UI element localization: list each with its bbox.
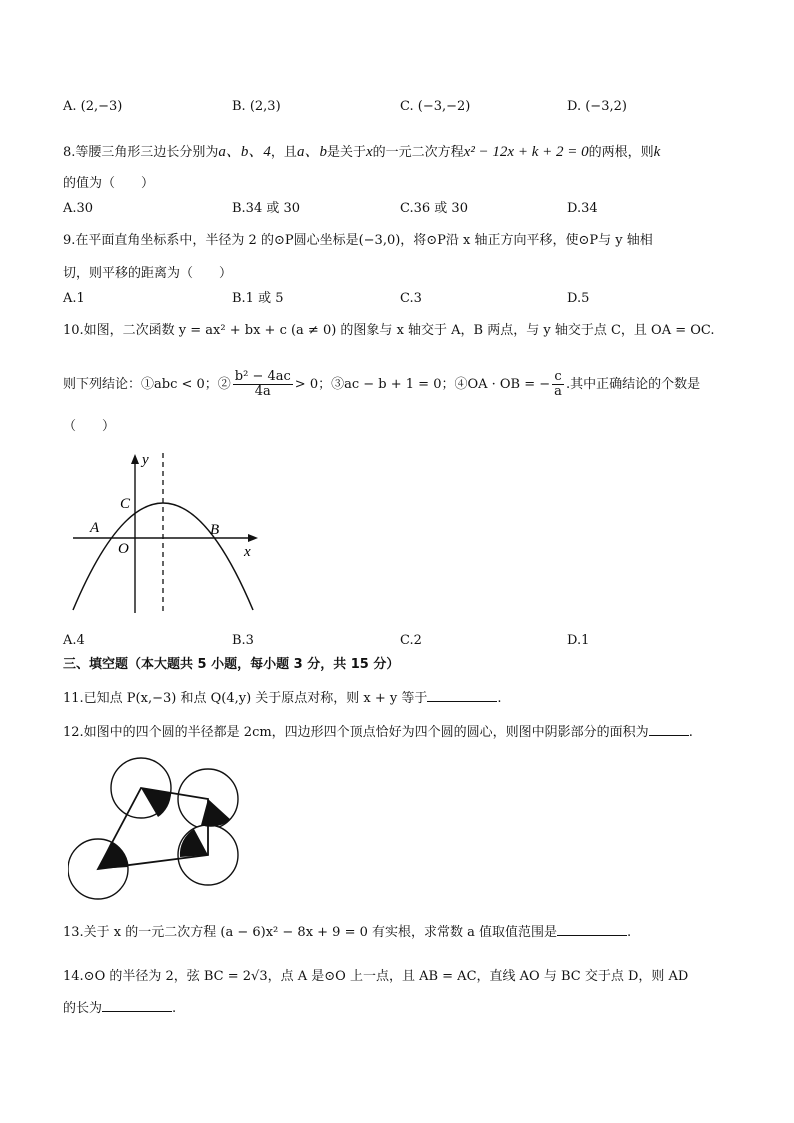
q9-line1: 9.在平面直角坐标系中，半径为 2 的⊙P圆心坐标是(−3,0)，将⊙P沿 x 轴正方向平移，使⊙P与 y 轴相 [63,233,653,248]
q10-option-d: D.1 [567,633,590,648]
q12-answer-blank[interactable] [649,723,689,736]
q8-option-b: B.34 或 30 [232,201,301,216]
q8-sides: a、b、4 [218,144,271,160]
q14-period: . [172,1001,177,1016]
q10-frac1-num: b² − 4ac [234,369,291,384]
q10-fraction-1 [233,370,293,399]
q10-parabola-figure [68,448,268,618]
q8-option-a: A.30 [63,201,94,216]
q12-circles-figure [68,755,248,900]
q10-option-b: B.3 [232,633,254,648]
q7-option-a: A. (2,−3) [63,99,123,114]
q9-option-d: D.5 [567,291,590,306]
q8-suffix: 的两根，则 [588,145,654,160]
q11-period: . [497,691,502,706]
label-a: A [90,520,100,536]
q7-option-d: D. (−3,2) [567,99,627,114]
label-y: y [142,452,149,468]
label-o: O [118,541,129,557]
q11-line [63,689,502,708]
q12-text: 12.如图中的四个圆的半径都是 2cm，四边形四个顶点恰好为四个圆的圆心，则图中阴影部分的面积为 [63,725,649,740]
q13-answer-blank[interactable] [557,923,627,936]
label-c: C [120,496,131,512]
q11-text: 11.已知点 P(x,−3) 和点 Q(4,y) 关于原点对称，则 x + y 等于 [63,691,428,706]
q8-prefix: 8.等腰三角形三边长分别为 [63,145,219,160]
q12-period: . [688,725,693,740]
q9-option-a: A.1 [63,291,85,306]
q10-option-a: A.4 [63,633,85,648]
q10-frac2-den: a [554,384,562,399]
q10-line1: 10.如图，二次函数 y = ax² + bx + c (a ≠ 0) 的图象与 x 轴交于 A，B 两点，与 y 轴交于点 C，且 OA = OC. [63,323,715,338]
q14-line2 [63,999,176,1018]
q10-option-c: C.2 [400,633,422,648]
section-3-title: 三、填空题（本大题共 5 小题，每小题 3 分，共 15 分） [63,657,400,672]
q11-answer-blank[interactable] [427,689,497,702]
q8-equation: x² − 12x + k + 2 = 0 [463,144,589,160]
q9-option-b: B.1 或 5 [232,291,284,306]
q10-line2-b: > 0；③ac − b + 1 = 0；④OA · OB = − [294,377,551,392]
q8-line2: 的值为（ ） [63,176,155,191]
q10-line2-a: 则下列结论：①abc < 0；② [63,377,231,392]
x-axis-arrow-icon [248,534,258,542]
q10-frac2-num: c [552,370,564,385]
label-x: x [244,544,251,560]
label-b: B [210,522,220,538]
q7-option-c: C. (−3,−2) [400,99,471,114]
q8-option-d: D.34 [567,201,598,216]
q8-mid: ，且 [270,145,297,160]
q7-option-b: B. (2,3) [232,99,281,114]
q10-line2-c: .其中正确结论的个数是 [565,377,701,392]
q8-mid3: 的一元二次方程 [372,145,464,160]
q9-line2: 切，则平移的距离为（ ） [63,266,233,281]
q13-period: . [627,925,632,940]
q12-line [63,723,693,742]
y-axis-arrow-icon [131,454,139,464]
q10-frac1-den: 4a [254,384,271,399]
q9-option-c: C.3 [400,291,422,306]
q14-line1: 14.⊙O 的半径为 2，弦 BC = 2√3，点 A 是⊙O 上一点，且 AB = AC，直线 AO 与 BC 交于点 D，则 AD [63,969,689,984]
q14-answer-blank[interactable] [102,999,172,1012]
q8-line1 [63,143,660,162]
q10-fraction-2 [552,370,564,399]
q8-var-x: x [365,144,373,160]
q8-ab: a、b [296,144,327,160]
q8-var-k: k [653,144,661,160]
q10-line2 [63,368,700,402]
q8-mid2: 是关于 [326,145,366,160]
q8-option-c: C.36 或 30 [400,201,468,216]
q14-line2-text: 的长为 [63,1001,103,1016]
q13-text: 13.关于 x 的一元二次方程 (a − 6)x² − 8x + 9 = 0 有实根，求常数 a 值取值范围是 [63,925,558,940]
q10-line3: （ ） [63,419,116,434]
q13-line [63,923,631,942]
